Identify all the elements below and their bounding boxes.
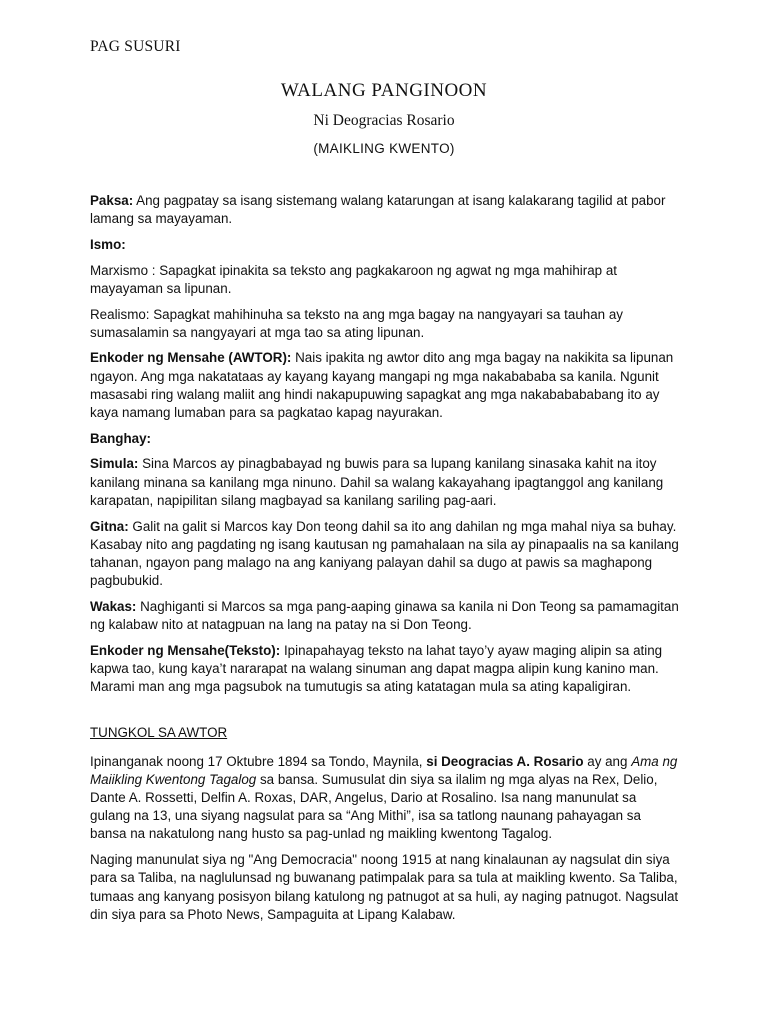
page-title: WALANG PANGINOON xyxy=(280,80,488,101)
genre-label: (MAIKLING KWENTO) xyxy=(313,141,455,156)
tungkol-sa-awtor-heading: TUNGKOL SA AWTOR xyxy=(90,725,228,741)
enkoder-teksto-label: Enkoder ng Mensahe(Teksto): xyxy=(90,642,281,658)
gitna-label: Gitna: xyxy=(90,518,129,534)
bio-paragraph-1 xyxy=(90,753,680,844)
gitna-text: Galit na galit si Marcos kay Don teong dahil sa ito ang dahilan ng mga mahal niya sa buhay. Kasabay nito ang pagdating ng isang kautusan ng pamahalaan na sila ay pinapaalis na sa kanilang tahanan, ngayon pang malago na ang kaniyang palayan dahil sa dugo at pawis sa maghapong pagbubukid. xyxy=(90,518,679,589)
banghay-label: Banghay: xyxy=(90,430,152,446)
paksa-text: Ang pagpatay sa isang sistemang walang katarungan at isang kalakarang tagilid at pabor lamang sa mayayaman. xyxy=(90,193,666,227)
enkoder-awtor-paragraph xyxy=(90,349,680,422)
paksa-label: Paksa: xyxy=(90,193,134,208)
ismo-heading xyxy=(90,236,680,254)
gitna-paragraph xyxy=(90,518,680,591)
paksa-paragraph xyxy=(90,192,680,228)
simula-text: Sina Marcos ay pinagbabayad ng buwis para sa lupang kanilang sinasaka kahit na itoy kanilang minana sa kanilang mga ninuno. Dahil sa walang kakayahang ipagtanggol ang kanilang karapatan, napipilitan silang magbayad sa kanilang sariling pag-aari. xyxy=(90,456,664,508)
wakas-label: Wakas: xyxy=(90,598,137,614)
enkoder-teksto-paragraph xyxy=(90,642,680,697)
simula-paragraph xyxy=(90,455,680,510)
bio1-part2: ay ang xyxy=(583,753,632,769)
page-header: PAG SUSURI xyxy=(90,38,181,55)
author-title: Ama ng Maiikling Kwentong Tagalog xyxy=(90,753,678,787)
wakas-paragraph xyxy=(90,598,680,634)
ismo-label: Ismo: xyxy=(90,236,126,252)
simula-label: Simula: xyxy=(90,456,139,472)
enkoder-awtor-text: Nais ipakita ng awtor dito ang mga bagay na nakikita sa lipunan ngayon. Ang mga nakatataas ay kayang kayang mangapi ng mga nakabababa sa kanila. Ngunit masasabi ring walang maliit ang hindi nakapupuwing sapagkat ang mga nakababababang ito ay kaya namang lumaban para sa pagkatao kapag nayurakan. xyxy=(90,350,674,421)
author-name: si Deogracias A. Rosario xyxy=(426,753,584,769)
enkoder-teksto-text: Ipinapahayag teksto na lahat tayo’y ayaw maging alipin sa ating kapwa tao, kung kaya’t nararapat na walang sinuman ang dapat magpa alipin kung kanino man. Marami man ang mga pagsubok na tumutugis sa ating katatagan mula sa ating kapaligiran. xyxy=(90,642,663,695)
enkoder-awtor-label: Enkoder ng Mensahe (AWTOR): xyxy=(90,350,292,366)
author-byline: Ni Deogracias Rosario xyxy=(313,112,455,129)
bio1-part1: Ipinanganak noong 17 Oktubre 1894 sa Tondo, Maynila, xyxy=(90,753,427,769)
document-body xyxy=(90,192,680,931)
wakas-text: Naghiganti si Marcos sa mga pang-aaping ginawa sa kanila ni Don Teong sa pamamagitan ng kalabaw nito at natagpuan na lang na patay na si Don Teong. xyxy=(90,598,679,633)
bio1-part3: sa bansa. Sumusulat din siya sa ilalim ng mga alyas na Rex, Delio, Dante A. Rossetti, Delfin A. Roxas, DAR, Angelus, Dario at Rosalino. Isa nang manunulat sa gulang na 13, una siyang nagsulat para sa “Ang Mithi”, isa sa tatlong naunang pahayagan sa bansa na nakatulong nang husto sa pag-unlad ng maikling kwentong Tagalog. xyxy=(90,771,658,842)
marxismo-paragraph: Marxismo : Sapagkat ipinakita sa teksto ang pagkakaroon ng agwat ng mga mahihirap at mayayaman sa lipunan. xyxy=(90,262,618,296)
realismo-paragraph: Realismo: Sapagkat mahihinuha sa teksto na ang mga bagay na nangyayari sa tauhan ay sumasalamin sa nangyayari at mga tao sa ating lipunan. xyxy=(90,306,623,340)
banghay-heading xyxy=(90,430,680,448)
bio-paragraph-2: Naging manunulat siya ng "Ang Democracia" noong 1915 at nang kinalaunan ay nagsulat din siya para sa Taliba, na naglulunsad ng buwanang patimpalak para sa tula at maikling kwento. Sa Taliba, tumaas ang kanyang posisyon bilang katulong ng patnugot at sa huli, ay naging patnugot. Nagsulat din siya para sa Photo News, Sampaguita at Lipang Kalabaw. xyxy=(90,852,679,922)
